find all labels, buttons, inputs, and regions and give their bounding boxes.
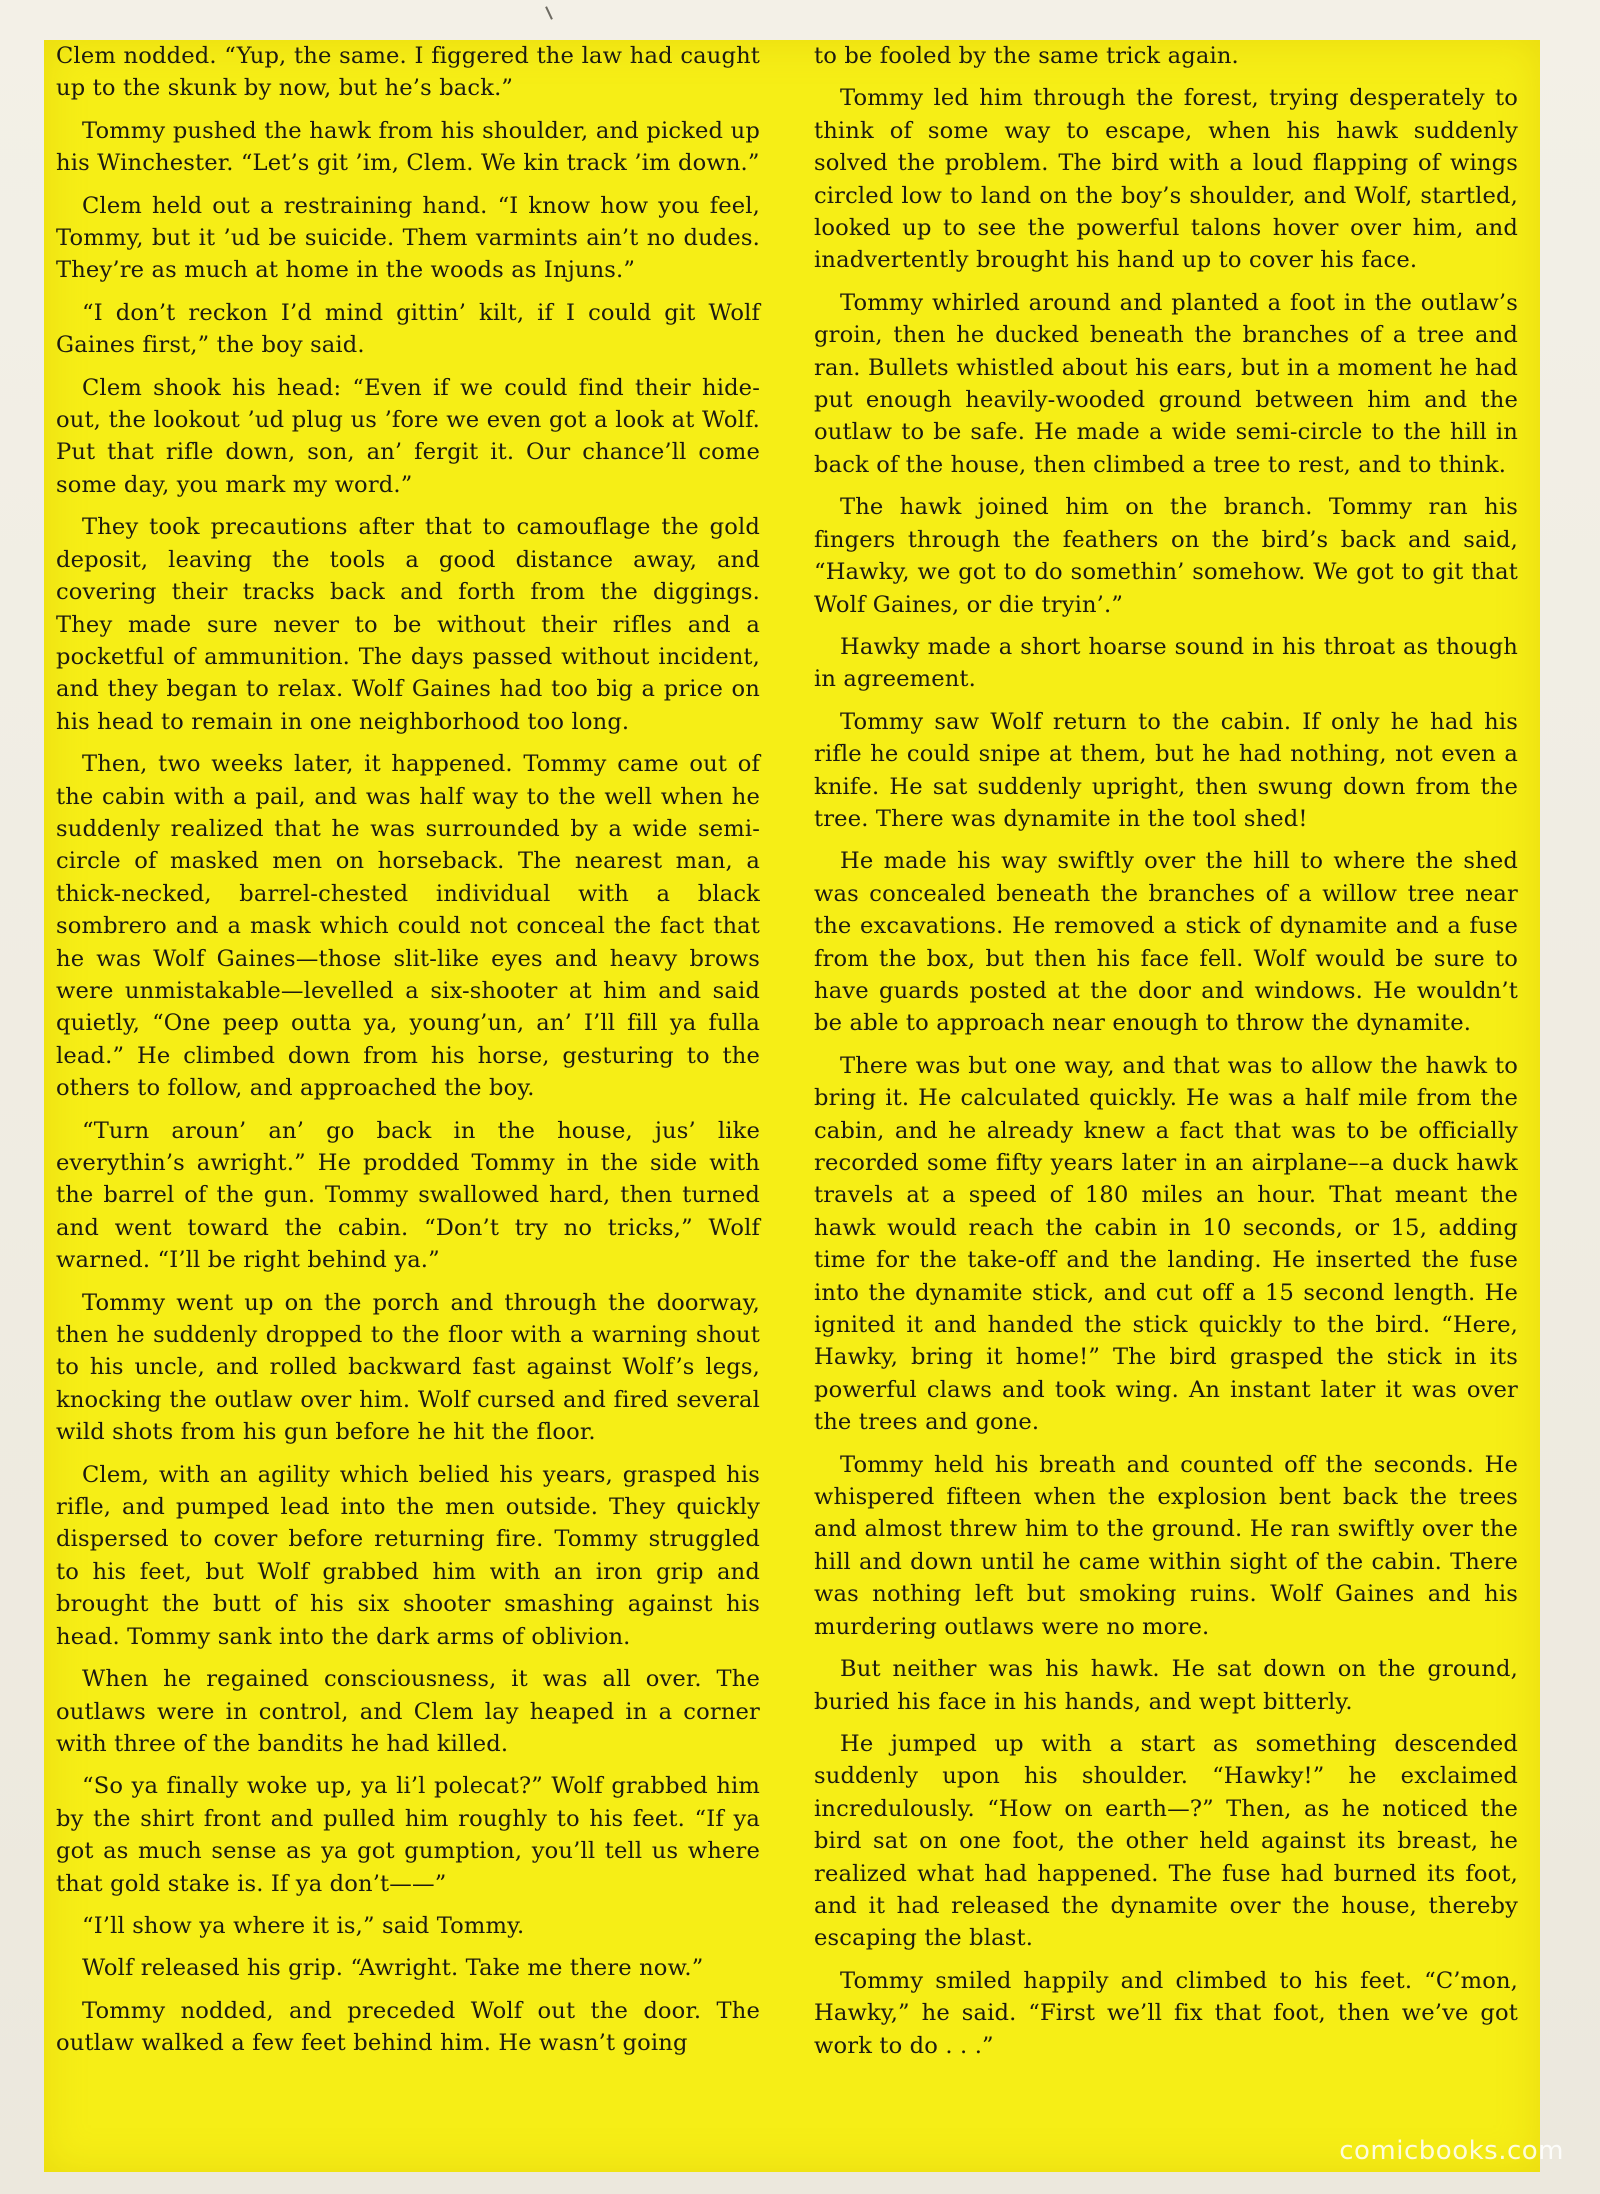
left-text-column: [56, 40, 760, 2070]
paragraph: “Turn aroun’ an’ go back in the house, jus’ like everythin’s awright.” He prodded Tommy in the side with the barrel of the gun. Tommy swallowed hard, then turned and went toward the cabin. “Don’t try no tricks,” Wolf warned. “I’ll be right behind ya.”: [56, 1117, 760, 1274]
paragraph: He made his way swiftly over the hill to where the shed was concealed beneath the branches of a willow tree near the excavations. He removed a stick of dynamite and a fuse from the box, but then his face fell. Wolf would be sure to have guards posted at the door and windows. He wouldn’t be able to approach near enough to throw the dynamite.: [814, 848, 1518, 1037]
paragraph: Tommy pushed the hawk from his shoulder, and picked up his Winchester. “Let’s git ’im, Clem. We kin track ’im down.”: [56, 117, 760, 177]
paper-mark: [545, 6, 553, 20]
paragraph: Clem held out a restraining hand. “I know how you feel, Tommy, but it ’ud be suicide. Them varmints ain’t no dudes. They’re as much at home in the woods as Injuns.”: [56, 192, 760, 284]
paragraph: The hawk joined him on the branch. Tommy ran his fingers through the feathers on the bird’s back and said, “Hawky, we got to do somethin’ somehow. We got to git that Wolf Gaines, or die tryin’.”: [814, 494, 1518, 618]
paragraph: Tommy led him through the forest, trying desperately to think of some way to escape, when his hawk suddenly solved the problem. The bird with a loud flapping of wings circled low to land on the boy’s shoulder, and Wolf, startled, looked up to see the powerful talons hover over him, and inadvertently brought his hand up to cover his face.: [814, 85, 1518, 274]
paragraph: “I’ll show ya where it is,” said Tommy.: [82, 1912, 525, 1939]
paragraph: Then, two weeks later, it happened. Tommy came out of the cabin with a pail, and was half way to the well when he suddenly realized that he was surrounded by a wide semi-circle of masked men on horseback. The nearest man, a thick-necked, barrel-chested individual with a black sombrero and a mask which could not conceal the fact that he was Wolf Gaines—those slit-like eyes and heavy brows were unmistakable—levelled a six-shooter at him and said quietly, “One peep outta ya, young’un, an’ I’ll fill ya fulla lead.” He climbed down from his horse, gesturing to the others to follow, and approached the boy.: [56, 751, 760, 1102]
paragraph: Tommy held his breath and counted off the seconds. He whispered fifteen when the explosion bent back the trees and almost threw him to the ground. He ran swiftly over the hill and down until he came within sight of the cabin. There was nothing left but smoking ruins. Wolf Gaines and his murdering outlaws were no more.: [814, 1451, 1518, 1640]
paragraph: But neither was his hawk. He sat down on the ground, buried his face in his hands, and wept bitterly.: [814, 1656, 1518, 1715]
paragraph: “I don’t reckon I’d mind gittin’ kilt, if I could git Wolf Gaines first,” the boy said.: [56, 299, 760, 359]
paragraph: Hawky made a short hoarse sound in his throat as though in agreement.: [814, 633, 1518, 693]
paragraph: Tommy whirled around and planted a foot in the outlaw’s groin, then he ducked beneath the branches of a tree and ran. Bullets whistled about his ears, but in a moment he had put enough heavily-wooded ground between him and the outlaw to be safe. He made a wide semi-circle to the hill in back of the house, then climbed a tree to rest, and to think.: [814, 289, 1518, 478]
paragraph: They took precautions after that to camouflage the gold deposit, leaving the tools a good distance away, and covering their tracks back and forth from the diggings. They made sure never to be without their rifles and a pocketful of ammunition. The days passed without incident, and they began to relax. Wolf Gaines had too big a price on his head to remain in one neighborhood too long.: [56, 514, 760, 735]
paragraph: He jumped up with a start as something descended suddenly upon his shoulder. “Hawky!” he exclaimed incredulously. “How on earth—?” Then, as he noticed the bird sat on one foot, the other held against its breast, he realized what had happened. The fuse had burned its foot, and it had released the dynamite over the house, thereby escaping the blast.: [814, 1730, 1518, 1952]
paragraph: Tommy smiled happily and climbed to his feet. “C’mon, Hawky,” he said. “First we’ll fix that foot, then we’ve got work to do . . .”: [814, 1967, 1518, 2059]
paragraph: Tommy went up on the porch and through the doorway, then he suddenly dropped to the floor with a warning shout to his uncle, and rolled backward fast against Wolf’s legs, knocking the outlaw over him. Wolf cursed and fired several wild shots from his gun before he hit the floor.: [56, 1289, 760, 1446]
site-watermark: comicbooks.com: [1339, 2136, 1564, 2166]
paragraph: Tommy nodded, and preceded Wolf out the door. The outlaw walked a few feet behind him. He wasn’t going: [56, 1997, 760, 2057]
paragraph: to be fooled by the same trick again.: [814, 43, 1239, 69]
paragraph: Clem, with an agility which belied his years, grasped his rifle, and pumped lead into the men outside. They quickly dispersed to cover before returning fire. Tommy struggled to his feet, but Wolf grabbed him with an iron grip and brought the butt of his six shooter smashing against his head. Tommy sank into the dark arms of oblivion.: [56, 1461, 760, 1650]
paragraph: Wolf released his grip. “Awright. Take me there now.”: [82, 1955, 704, 1982]
printed-page: [44, 40, 1540, 2172]
paragraph: When he regained consciousness, it was all over. The outlaws were in control, and Clem lay heaped in a corner with three of the bandits he had killed.: [56, 1666, 760, 1757]
paragraph: There was but one way, and that was to allow the hawk to bring it. He calculated quickly. He was a half mile from the cabin, and he already knew a fact that was to be officially recorded some fifty years later in an airplane––a duck hawk travels at a speed of 180 miles an hour. That meant the hawk would reach the cabin in 10 seconds, or 15, adding time for the take-off and the landing. He inserted the fuse into the dynamite stick, and cut off a 15 second length. He ignited it and handed the stick quickly to the bird. “Here, Hawky, bring it home!” The bird grasped the stick in its powerful claws and took wing. An instant later it was over the trees and gone.: [814, 1052, 1518, 1436]
right-text-column: [814, 40, 1518, 2072]
paragraph: “So ya finally woke up, ya li’l polecat?” Wolf grabbed him by the shirt front and pulled him roughly to his feet. “If ya got as much sense as ya got gumption, you’ll tell us where that gold stake is. If ya don’t——”: [56, 1773, 760, 1897]
paragraph: Clem nodded. “Yup, the same. I figgered the law had caught up to the skunk by now, but he’s back.”: [56, 43, 760, 102]
paragraph: Clem shook his head: “Even if we could find their hide-out, the lookout ’ud plug us ’fore we even got a look at Wolf. Put that rifle down, son, an’ fergit it. Our chance’ll come some day, you mark my word.”: [56, 374, 760, 498]
paragraph: Tommy saw Wolf return to the cabin. If only he had his rifle he could snipe at them, but he had nothing, not even a knife. He sat suddenly upright, then swung down from the tree. There was dynamite in the tool shed!: [814, 708, 1518, 832]
